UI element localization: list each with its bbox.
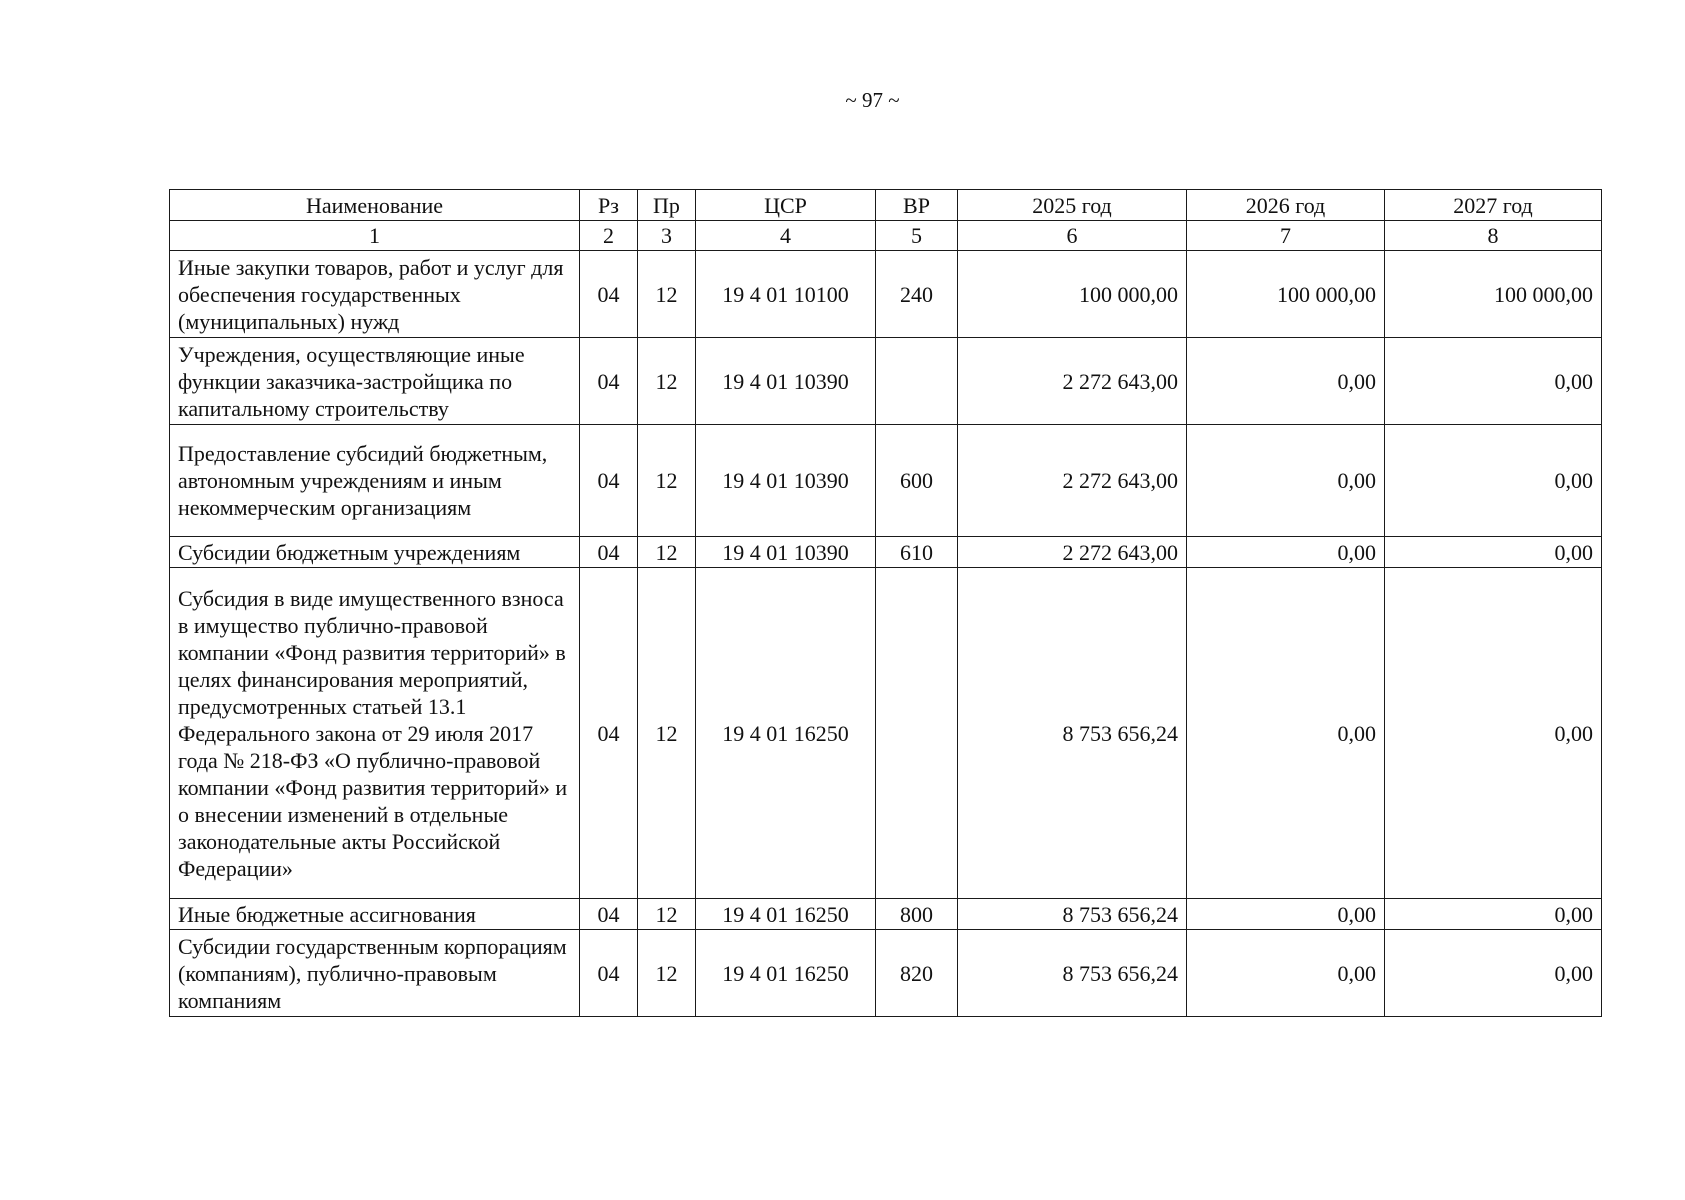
- col-number: 2: [580, 221, 638, 251]
- row-rz: 04: [580, 338, 638, 425]
- row-2025: 2 272 643,00: [958, 425, 1187, 537]
- row-name: Предоставление субсидий бюджетным, автономным учреждениям и иным некоммерческим организациям: [170, 425, 580, 537]
- row-2025: 8 753 656,24: [958, 899, 1187, 930]
- budget-table: [169, 189, 1602, 1017]
- row-2026: 0,00: [1187, 338, 1385, 425]
- row-pr: 12: [638, 899, 696, 930]
- row-vr: 600: [876, 425, 958, 537]
- row-rz: 04: [580, 568, 638, 899]
- col-header-csr: ЦСР: [696, 190, 876, 221]
- col-number: 1: [170, 221, 580, 251]
- row-pr: 12: [638, 568, 696, 899]
- col-header-pr: Пр: [638, 190, 696, 221]
- row-2025: 8 753 656,24: [958, 930, 1187, 1017]
- row-vr: [876, 568, 958, 899]
- col-header-rz: Рз: [580, 190, 638, 221]
- row-2025: 2 272 643,00: [958, 338, 1187, 425]
- table-row: [170, 251, 1602, 338]
- row-2026: 100 000,00: [1187, 251, 1385, 338]
- column-number-row: [170, 221, 1602, 251]
- row-2026: 0,00: [1187, 425, 1385, 537]
- row-pr: 12: [638, 537, 696, 568]
- col-header-2025: 2025 год: [958, 190, 1187, 221]
- col-number: 6: [958, 221, 1187, 251]
- col-header-name: Наименование: [170, 190, 580, 221]
- col-header-2027: 2027 год: [1385, 190, 1602, 221]
- row-name: Субсидия в виде имущественного взноса в имущество публично-правовой компании «Фонд развития территорий» в целях финансирования мероприятий, предусмотренных статьей 13.1 Федерального закона от 29 июля 2017 года № 218-ФЗ «О публично-правовой компании «Фонд развития территорий» и о внесении изменений в отдельные законодательные акты Российской Федерации»: [170, 568, 580, 899]
- table-row: [170, 568, 1602, 899]
- row-rz: 04: [580, 537, 638, 568]
- col-header-2026: 2026 год: [1187, 190, 1385, 221]
- row-csr: 19 4 01 16250: [696, 930, 876, 1017]
- row-vr: 800: [876, 899, 958, 930]
- row-rz: 04: [580, 251, 638, 338]
- row-csr: 19 4 01 16250: [696, 899, 876, 930]
- row-vr: 610: [876, 537, 958, 568]
- row-rz: 04: [580, 425, 638, 537]
- row-rz: 04: [580, 899, 638, 930]
- col-number: 5: [876, 221, 958, 251]
- row-2027: 0,00: [1385, 930, 1602, 1017]
- row-2025: 2 272 643,00: [958, 537, 1187, 568]
- row-2027: 0,00: [1385, 537, 1602, 568]
- row-2025: 100 000,00: [958, 251, 1187, 338]
- col-number: 3: [638, 221, 696, 251]
- row-vr: 240: [876, 251, 958, 338]
- row-name: Субсидии бюджетным учреждениям: [170, 537, 580, 568]
- table-row: [170, 930, 1602, 1017]
- row-csr: 19 4 01 10390: [696, 537, 876, 568]
- row-name: Иные бюджетные ассигнования: [170, 899, 580, 930]
- row-name: Учреждения, осуществляющие иные функции заказчика-застройщика по капитальному строительству: [170, 338, 580, 425]
- row-vr: 820: [876, 930, 958, 1017]
- col-header-vr: ВР: [876, 190, 958, 221]
- row-2027: 0,00: [1385, 338, 1602, 425]
- row-pr: 12: [638, 338, 696, 425]
- row-csr: 19 4 01 10100: [696, 251, 876, 338]
- row-name: Субсидии государственным корпорациям (компаниям), публично-правовым компаниям: [170, 930, 580, 1017]
- row-rz: 04: [580, 930, 638, 1017]
- row-vr: [876, 338, 958, 425]
- row-2026: 0,00: [1187, 568, 1385, 899]
- header-row: [170, 190, 1602, 221]
- row-2027: 0,00: [1385, 425, 1602, 537]
- table-row: [170, 425, 1602, 537]
- col-number: 4: [696, 221, 876, 251]
- row-pr: 12: [638, 425, 696, 537]
- row-2027: 0,00: [1385, 568, 1602, 899]
- table-row: [170, 338, 1602, 425]
- col-number: 8: [1385, 221, 1602, 251]
- row-pr: 12: [638, 251, 696, 338]
- row-csr: 19 4 01 10390: [696, 338, 876, 425]
- row-name: Иные закупки товаров, работ и услуг для обеспечения государственных (муниципальных) нужд: [170, 251, 580, 338]
- row-pr: 12: [638, 930, 696, 1017]
- row-2027: 0,00: [1385, 899, 1602, 930]
- row-2026: 0,00: [1187, 899, 1385, 930]
- row-2026: 0,00: [1187, 537, 1385, 568]
- row-csr: 19 4 01 10390: [696, 425, 876, 537]
- row-2026: 0,00: [1187, 930, 1385, 1017]
- row-2027: 100 000,00: [1385, 251, 1602, 338]
- row-csr: 19 4 01 16250: [696, 568, 876, 899]
- col-number: 7: [1187, 221, 1385, 251]
- table-row: [170, 899, 1602, 930]
- page-number: ~ 97 ~: [845, 88, 900, 112]
- table-row: [170, 537, 1602, 568]
- row-2025: 8 753 656,24: [958, 568, 1187, 899]
